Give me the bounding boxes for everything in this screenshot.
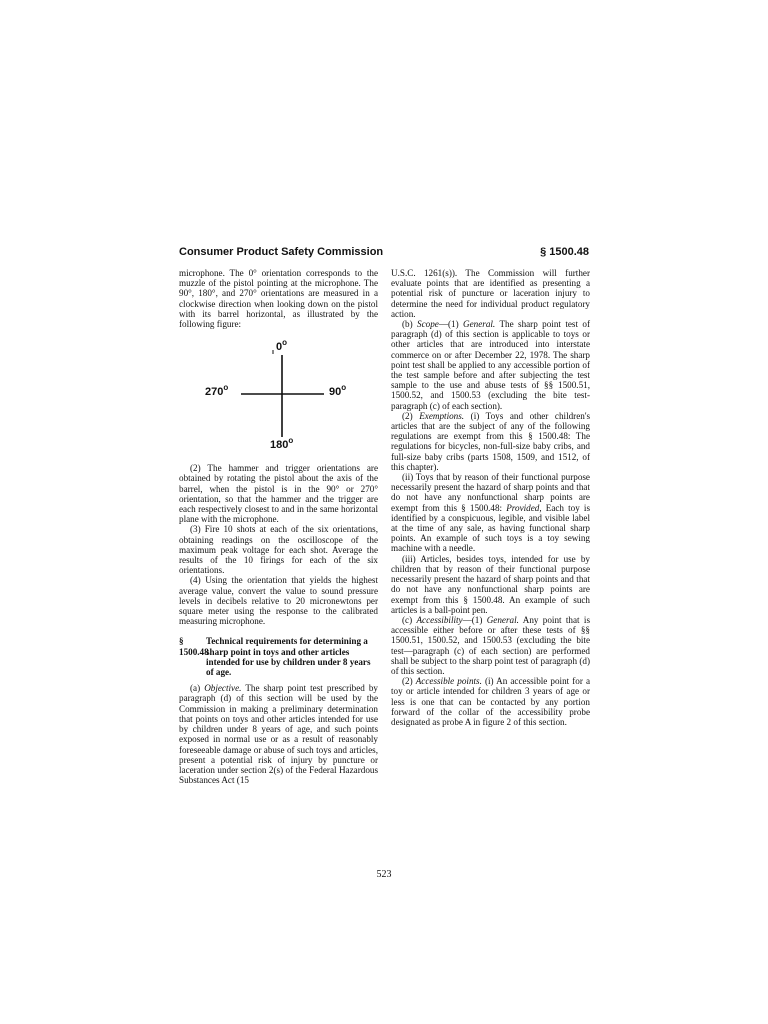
right-column [391, 268, 590, 727]
paragraph-b2-iii: (iii) Articles, besides toys, intended for use by children that by reason of their functional purpose necessarily present the hazard of sharp points and that do not have any nonfunctional sharp points are exempt from this § 1500.48. An example of such articles is a ball-point pen. [391, 553, 590, 615]
label-180-degrees: 180$^o$ [270, 436, 294, 452]
running-header-section: § 1500.48 [540, 246, 589, 258]
running-header-title: Consumer Product Safety Commission [179, 246, 384, 258]
paragraph-intro: microphone. The 0° orientation corresponds to the muzzle of the pistol pointing at the microphone. The 90°, 180°, and 270° orientations are measured in a clockwise direction when looking down on the pistol with its barrel horizontal, as illustrated by the following figure: [179, 268, 378, 330]
paragraph-c-accessibility: (c) Accessibility—(1) General. Any point that is accessible either before or after these tests of §§ 1500.51, 1500.52, and 1500.53 (excluding the bite test—paragraph (c) of each section) are performed shall be subject to the sharp point test of paragraph (d) of this section. [391, 614, 591, 676]
page-number: 523 [376, 869, 392, 880]
left-column [179, 268, 378, 785]
label-90-degrees: 90$^o$ [329, 383, 347, 399]
section-title: Technical requirements for determining a sharp point in toys and other articles intended for use by children under 8 years of age. [206, 636, 371, 678]
paragraph-4: (4) Using the orientation that yields the highest average value, convert the value to sound pressure levels in decibels relative to 20 micronewtons per square meter using the response to the calibrated measuring microphone. [179, 575, 378, 627]
paragraph-c2-accessible-points: (2) Accessible points. (i) An accessible point for a toy or article intended for children 3 years of age or less is one that can be contacted by any portion forward of the collar of the accessibility probe designated as probe A in figure 2 of this section. [391, 676, 591, 727]
label-270-degrees: 270$^o$ [205, 383, 229, 399]
label-0-degrees: 0$^o$ [276, 338, 288, 354]
section-number: § 1500.48 [179, 636, 209, 657]
paragraph-b-scope: (b) Scope—(1) General. The sharp point test of paragraph (d) of this section is applicable to toys or other articles that are introduced into interstate commerce on or after December 22, 1978. The sharp point test shall be applied to any accessible portion of the test sample before and after subjecting the test sample to the use and abuse tests of §§ 1500.51, 1500.52, and 1500.53 (excluding the bite test-paragraph (c) of each section). [391, 319, 591, 411]
paragraph-b2-ii: (ii) Toys that by reason of their functional purpose necessarily present the hazard of sharp points and that do not have any nonfunctional sharp points are exempt from this § 1500.48: Provided, Each toy is identified by a conspicuous, legible, and visible label at the time of any sale, as having functional sharp points. An example of such toys is a toy sewing machine with a needle. [391, 472, 591, 554]
section-heading [179, 636, 378, 677]
paragraph-b2-exemptions: (2) Exemptions. (i) Toys and other children's articles that are the subject of any of the following regulations are exempt from this § 1500.48: The regulations for bicycles, non-full-size baby cribs, and full-size baby cribs (parts 1508, 1509, and 1512, of this chapter). [391, 410, 591, 472]
paragraph-continued: U.S.C. 1261(s)). The Commission will further evaluate points that are identified as presenting a potential risk of puncture or laceration injury to determine the need for individual product regulatory action. [391, 268, 590, 319]
orientation-figure [179, 337, 378, 455]
paragraph-3: (3) Fire 10 shots at each of the six orientations, obtaining readings on the oscilloscope of the maximum peak voltage for each shot. Average the results of the 10 firings for each of the six orientations. [179, 524, 378, 576]
paragraph-2: (2) The hammer and trigger orientations are obtained by rotating the pistol about the axis of the barrel, when the pistol is in the 90° or 270° orientation, so that the hammer and the trigger are each respectively closest to and in the same horizontal plane with the microphone. [179, 463, 378, 525]
paragraph-a-objective: (a) Objective. The sharp point test prescribed by paragraph (d) of this section will be used by the Commission in making a preliminary determination that points on toys and other articles intended for use by children under 8 years of age, and such points exposed in normal use or as a result of reasonably foreseeable damage or abuse of such toys and articles, present a potential risk of injury by puncture or laceration under section 2(s) of the Federal Hazardous Substances Act (15 [179, 683, 378, 786]
